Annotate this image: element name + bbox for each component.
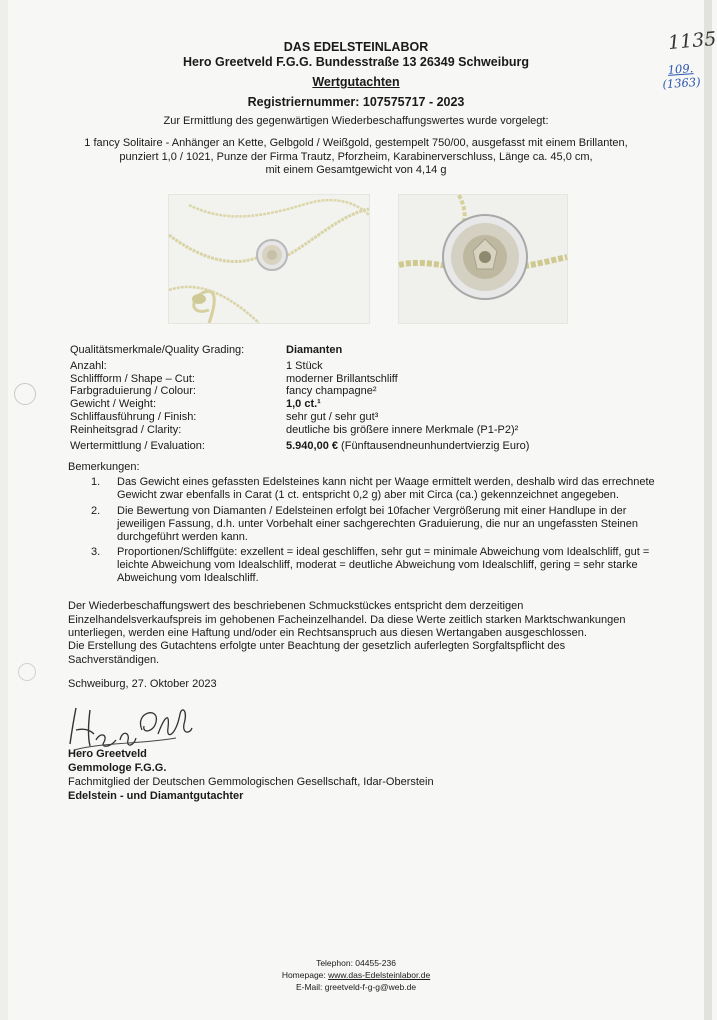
remark-line: Das Gewicht eines gefassten Edelsteines kann nicht per Waage ermittelt werden, deshalb wird das errechnete bbox=[117, 476, 655, 488]
liability-paragraph bbox=[68, 600, 653, 641]
description-line: mit einem Gesamtgewicht von 4,14 g bbox=[265, 164, 447, 176]
grading-row-value: moderner Brillantschliff bbox=[286, 372, 398, 385]
remark-line: leichte Abweichung vom Idealschliff, moderat = deutliche Abweichung vom Idealschliff, gering = sehr starke bbox=[117, 559, 638, 571]
paragraph-line: unterliegen, werden eine Haftung und/oder ein Rechtsanspruch aus diesen Wertangaben ausgeschlossen. bbox=[68, 627, 587, 639]
remark-text bbox=[117, 546, 657, 585]
remarks-title: Bemerkungen: bbox=[68, 461, 140, 473]
remark-line: durchgeführt werden kann. bbox=[117, 531, 248, 543]
punch-hole-upper bbox=[14, 383, 36, 405]
grading-row-label: Schliffausführung / Finish: bbox=[70, 411, 197, 423]
grading-row-value: 1,0 ct.¹ bbox=[286, 398, 321, 410]
signer-role: Edelstein - und Diamantgutachter bbox=[68, 790, 244, 802]
homepage-link[interactable]: www.das-Edelsteinlabor.de bbox=[328, 970, 431, 980]
paragraph-line: Sachverständigen. bbox=[68, 653, 160, 666]
footer-phone: Telephon: 04455-236 bbox=[316, 958, 396, 968]
lab-name: DAS EDELSTEINLABOR bbox=[283, 40, 429, 54]
remark-line: Die Bewertung von Diamanten / Edelsteinen erfolgt bei 10facher Vergrößerung mit einer Handlupe in der bbox=[117, 505, 627, 517]
remark-number: 2. bbox=[91, 505, 101, 517]
grading-value: Diamanten bbox=[286, 344, 343, 356]
evaluation-words: (Fünftausendneunhundertvierzig Euro) bbox=[338, 440, 530, 452]
evaluation-label: Wertermittlung / Evaluation: bbox=[70, 440, 205, 452]
paper-edge-left bbox=[0, 0, 8, 1020]
paragraph-line: Die Erstellung des Gutachtens erfolgte unter Beachtung der gesetzlich auferlegten Sorgfaltspflicht des bbox=[68, 640, 566, 652]
remark-line: jeweiligen Fassung, d.h. unter Vorbehalt einer sachgerechten Graduierung, die nur an ungefassten Steinen bbox=[117, 518, 639, 530]
description-line: punziert 1,0 / 1021, Punze der Firma Trautz, Pforzheim, Karabinerverschluss, Länge ca. 45,0 cm, bbox=[119, 150, 593, 163]
grading-label: Qualitätsmerkmale/Quality Grading: bbox=[70, 344, 245, 356]
grading-row-value: fancy champagne² bbox=[286, 385, 377, 397]
remark-line: Gewicht zwar ebenfalls in Carat (1 ct. entspricht 0,2 g) aber mit Circa (ca.) gekennzeichnet angegeben. bbox=[117, 489, 619, 501]
grading-row-label: Anzahl: bbox=[70, 360, 107, 372]
item-description bbox=[60, 137, 652, 178]
handwritten-number: 1135 bbox=[667, 27, 717, 55]
evaluation-value-wrap bbox=[286, 440, 529, 452]
intro-text: Zur Ermittlung des gegenwärtigen Wiederbeschaffungswertes wurde vorgelegt: bbox=[163, 115, 549, 127]
side-note-line: (1363) bbox=[661, 74, 702, 92]
handwritten-side-note bbox=[655, 60, 707, 91]
grading-row-label: Farbgraduierung / Colour: bbox=[70, 385, 196, 397]
registration-number: Registriernummer: 107575717 - 2023 bbox=[247, 95, 465, 109]
grading-row-value: 1 Stück bbox=[286, 360, 323, 372]
diligence-paragraph bbox=[68, 640, 653, 667]
remark-line: Proportionen/Schliffgüte: exzellent = ideal geschliffen, sehr gut = minimale Abweichung vom Idealschliff, gut = bbox=[117, 546, 650, 558]
lab-address: Hero Greetveld F.G.G. Bundesstraße 13 26349 Schweiburg bbox=[183, 55, 529, 69]
homepage-label: Homepage: bbox=[281, 970, 329, 980]
evaluation-value: 5.940,00 € bbox=[286, 440, 338, 452]
footer-homepage bbox=[0, 969, 712, 981]
remark-number: 1. bbox=[91, 476, 101, 488]
signer-membership: Fachmitglied der Deutschen Gemmologischen Gesellschaft, Idar-Oberstein bbox=[68, 776, 434, 788]
signer-title: Gemmologe F.G.G. bbox=[68, 762, 167, 774]
document-type: Wertgutachten bbox=[312, 75, 400, 89]
remark-number: 3. bbox=[91, 546, 101, 558]
paper-edge-right bbox=[704, 0, 712, 1020]
punch-hole-lower bbox=[18, 663, 36, 681]
pendant-photo-closeup bbox=[398, 194, 568, 324]
remark-text bbox=[117, 505, 657, 544]
signer-name: Hero Greetveld bbox=[68, 748, 147, 760]
footer-email: E-Mail: greetveld-f-g-g@web.de bbox=[295, 982, 417, 992]
grading-row-label: Gewicht / Weight: bbox=[70, 398, 156, 410]
grading-row-label: Reinheitsgrad / Clarity: bbox=[70, 423, 182, 436]
signer-block bbox=[68, 747, 434, 803]
footer bbox=[0, 957, 712, 993]
remark-line: Abweichung vom Idealschliff. bbox=[117, 572, 259, 584]
grading-row-label: Schliffform / Shape – Cut: bbox=[70, 372, 195, 385]
place-date: Schweiburg, 27. Oktober 2023 bbox=[68, 678, 217, 690]
side-note-line: 109. bbox=[667, 61, 694, 77]
paragraph-line: Einzelhandelsverkaufspreis im gehobenen Facheinzelhandel. Da diese Werte zeitlich starken Marktschwankungen bbox=[68, 613, 626, 626]
remark-text bbox=[117, 476, 657, 502]
description-line: 1 fancy Solitaire - Anhänger an Kette, Gelbgold / Weißgold, gestempelt 750/00, ausgefasst mit einem Brillanten, bbox=[84, 137, 628, 149]
grading-row-value: sehr gut / sehr gut³ bbox=[286, 411, 379, 423]
pendant-photo-full bbox=[168, 194, 370, 324]
grading-row-value: deutliche bis größere innere Merkmale (P1-P2)² bbox=[286, 423, 519, 436]
paragraph-line: Der Wiederbeschaffungswert des beschriebenen Schmuckstückes entspricht dem derzeitigen bbox=[68, 600, 524, 612]
